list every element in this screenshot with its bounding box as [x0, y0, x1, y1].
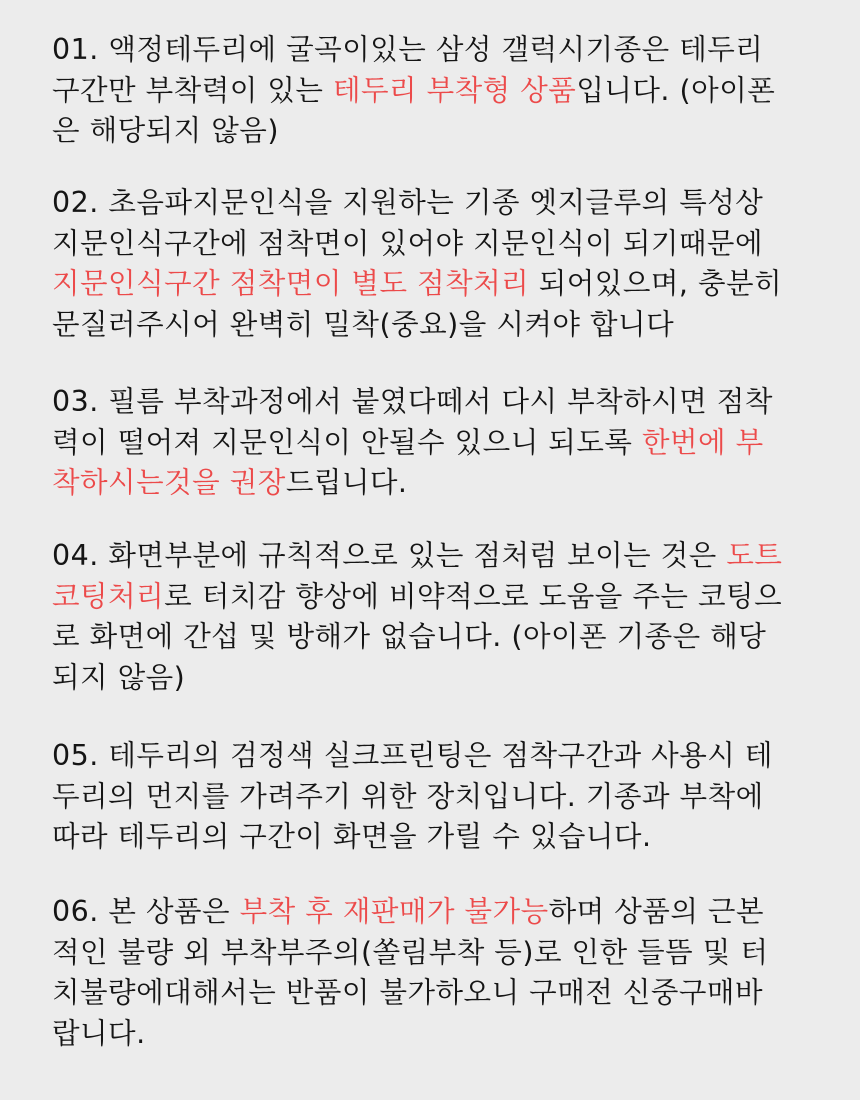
notice-text: 01. 액정테두리에 굴곡이있는 삼성 갤럭시기종은 테두리 [52, 33, 764, 66]
notice-text: 되어있으며, 충분히 [529, 267, 783, 300]
notice-line [52, 617, 782, 658]
notice-item-01 [52, 30, 775, 152]
highlighted-text: 한번에 부 [641, 425, 764, 459]
notice-text: 력이 떨어져 지문인식이 안될수 있으니 되도록 [52, 425, 642, 459]
notice-text: 로 터치감 향상에 비약적으로 도움을 주는 코팅으 [164, 579, 783, 613]
highlighted-text: 부착 후 재판매가 불가능 [239, 895, 549, 928]
notice-line [52, 736, 773, 777]
notice-line [52, 577, 782, 618]
notice-line [52, 30, 775, 71]
notice-line [52, 817, 773, 858]
notice-text: 하며 상품의 근본 [548, 895, 764, 928]
notice-text: 적인 불량 외 부착부주의(쏠림부착 등)로 인한 들뜸 및 터 [52, 935, 769, 969]
notice-line [52, 1014, 768, 1055]
notice-text: 04. 화면부분에 규칙적으로 있는 점처럼 보이는 것은 [52, 539, 727, 572]
notice-line [52, 973, 768, 1014]
notice-text: 은 해당되지 않음) [52, 114, 279, 147]
notice-line [52, 892, 768, 933]
notice-text: 따라 테두리의 구간이 화면을 가릴 수 있습니다. [52, 820, 652, 853]
notice-text: 05. 테두리의 검정색 실크프린팅은 점착구간과 사용시 테 [52, 739, 773, 772]
notice-item-04 [52, 536, 782, 698]
notice-text: 치불량에대해서는 반품이 불가하오니 구매전 신중구매바 [52, 976, 763, 1009]
notice-item-02 [52, 183, 782, 345]
notice-line [52, 536, 782, 577]
notice-line [52, 264, 782, 305]
notice-line [52, 111, 775, 152]
notice-line [52, 933, 768, 974]
notice-line [52, 305, 782, 346]
notice-line [52, 658, 782, 699]
notice-text: 06. 본 상품은 [52, 895, 240, 928]
highlighted-text: 코팅처리 [52, 579, 165, 613]
notice-text: 02. 초음파지문인식을 지원하는 기종 엣지글루의 특성상 [52, 186, 764, 219]
notice-text: 두리의 먼지를 가려주기 위한 장치입니다. 기종과 부착에 [52, 779, 764, 813]
notice-line [52, 382, 773, 423]
notice-text: 랍니다. [52, 1016, 146, 1050]
highlighted-text: 지문인식구간 점착면이 별도 점착처리 [52, 267, 530, 300]
notice-text: 문질러주시어 완벽히 밀착(중요)을 시켜야 합니다 [52, 307, 675, 341]
notice-item-03 [52, 382, 773, 504]
highlighted-text: 착하시는것을 권장 [52, 466, 286, 499]
notice-item-06 [52, 892, 768, 1054]
notice-line [52, 224, 782, 265]
notice-line [52, 183, 782, 224]
notice-text: 입니다. (아이폰 [576, 73, 776, 107]
notice-line [52, 423, 773, 464]
notice-line [52, 777, 773, 818]
notice-item-05 [52, 736, 773, 858]
notice-text: 구간만 부착력이 있는 [52, 73, 333, 107]
notice-text: 드립니다. [285, 466, 408, 499]
notice-line [52, 71, 775, 112]
notice-text: 03. 필름 부착과정에서 붙였다떼서 다시 부착하시면 점착 [52, 385, 773, 418]
notice-text: 지문인식구간에 점착면이 있어야 지문인식이 되기때문에 [52, 226, 763, 260]
notice-text: 되지 않음) [52, 660, 186, 694]
notice-text: 로 화면에 간섭 및 방해가 없습니다. (아이폰 기종은 해당 [52, 620, 767, 653]
highlighted-text: 테두리 부착형 상품 [332, 73, 577, 107]
highlighted-text: 도트 [726, 539, 783, 572]
notice-line [52, 463, 773, 504]
